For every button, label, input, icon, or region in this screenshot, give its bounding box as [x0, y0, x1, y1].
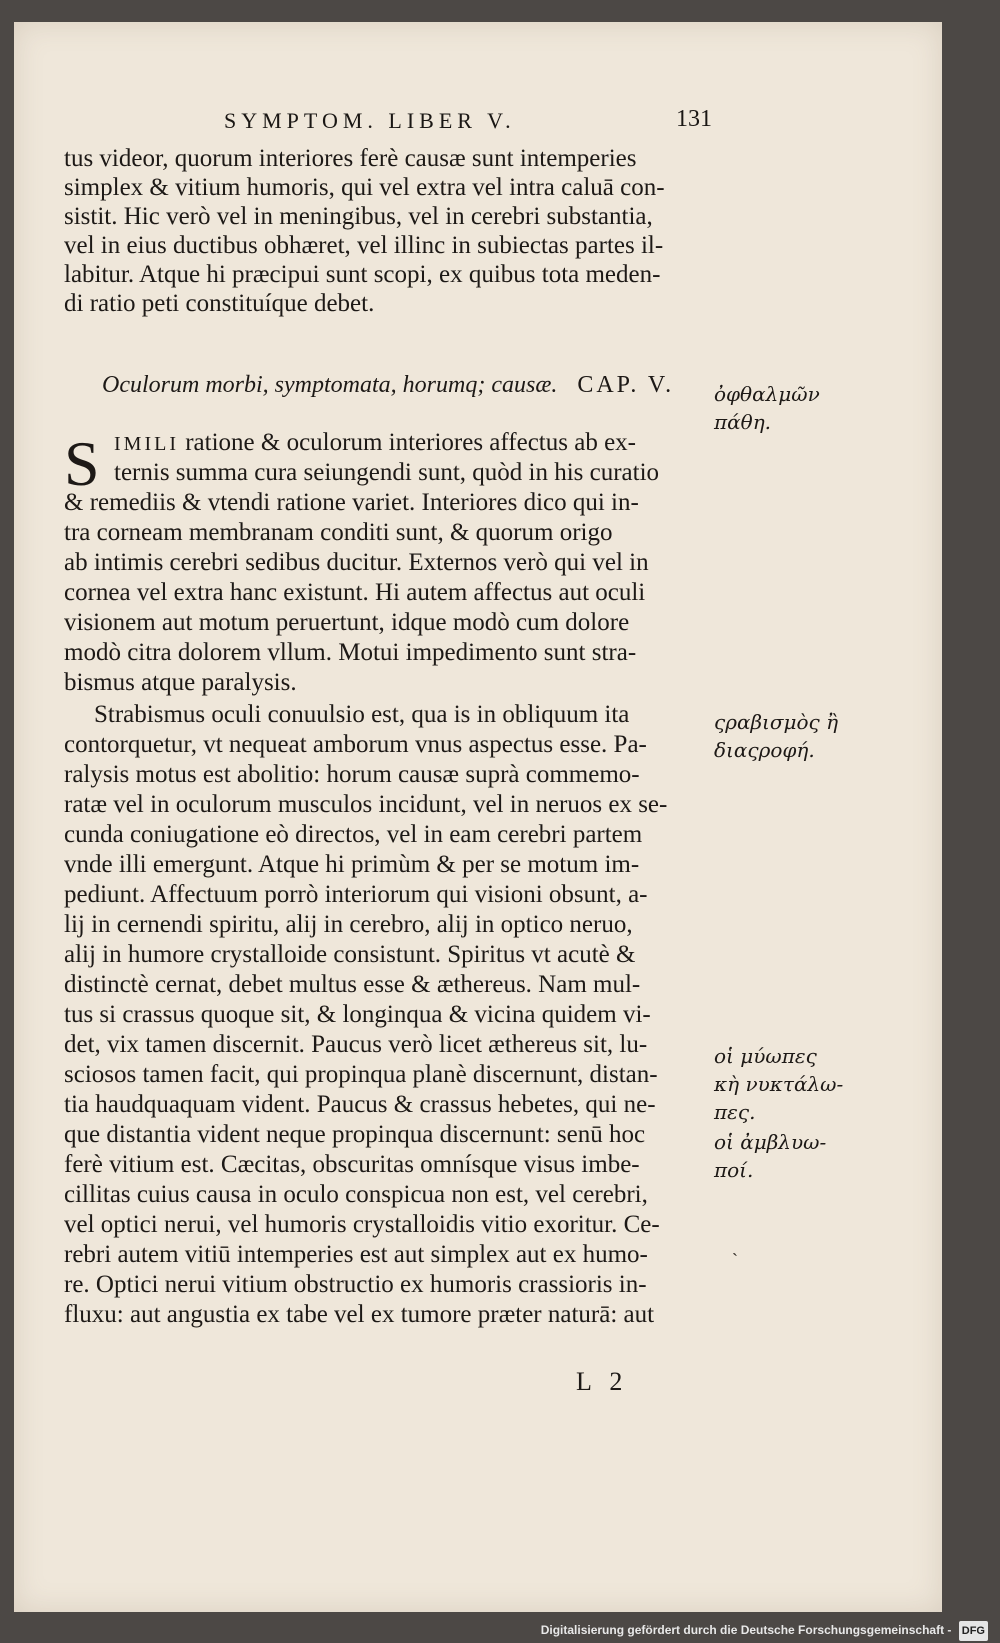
- text-line: [114, 428, 774, 459]
- text-line: ferè vitium est. Cæcitas, obscuritas omnísque visus imbe-: [64, 1151, 640, 1178]
- chapter-title: Oculorum morbi, symptomata, horumq; causæ.: [102, 372, 558, 398]
- text-line: bismus atque paralysis.: [64, 669, 297, 696]
- text-line: labitur. Atque hi præcipui sunt scopi, ex quibus tota meden-: [64, 261, 661, 288]
- text-line: vnde illi emergunt. Atque hi primùm & per se motum im-: [64, 851, 640, 878]
- text-line: cillitas cuius causa in oculo conspicua non est, vel cerebri,: [64, 1181, 648, 1208]
- text-line: vel in eius ductibus obhæret, vel illinc in subiectas partes il-: [64, 232, 664, 259]
- margin-note: πες.: [714, 1100, 756, 1124]
- text-line: Strabismus oculi conuulsio est, qua is in obliquum ita: [94, 701, 630, 728]
- text-line: contorquetur, vt nequeat amborum vnus aspectus esse. Pa-: [64, 731, 647, 758]
- margin-note: κὴ νυκτάλω-: [714, 1072, 844, 1096]
- drop-cap: S: [64, 428, 100, 499]
- text-line-content: ratione & oculorum interiores affectus ab ex-: [185, 429, 636, 456]
- text-line: modò citra dolorem vllum. Motui impedimento sunt stra-: [64, 639, 637, 666]
- margin-note: ὀφθαλμῶν: [714, 382, 820, 406]
- text-line: ralysis motus est abolitio: horum causæ suprà commemo-: [64, 761, 640, 788]
- text-line: ratæ vel in oculorum musculos incidunt, vel in neruos ex se-: [64, 791, 668, 818]
- text-line: que distantia vident neque propinqua discernunt: senū hoc: [64, 1121, 646, 1148]
- text-line: tus videor, quorum interiores ferè causæ sunt intemperies: [64, 145, 637, 172]
- text-line: sistit. Hic verò vel in meningibus, vel in cerebri substantia,: [64, 203, 653, 230]
- margin-note: πάθη.: [714, 410, 772, 434]
- text-line: ternis summa cura seiungendi sunt, quòd in his curatio: [114, 459, 660, 486]
- text-line: cornea vel extra hanc existunt. Hi autem affectus aut oculi: [64, 579, 646, 606]
- text-line: det, vix tamen discernit. Paucus verò licet æthereus sit, lu-: [64, 1031, 648, 1058]
- text-line: distinctè cernat, debet multus esse & æthereus. Nam mul-: [64, 971, 641, 998]
- text-line: sciosos tamen facit, qui propinqua planè discernunt, distan-: [64, 1061, 658, 1088]
- footer-text: Digitalisierung gefördert durch die Deutsche Forschungsgemeinschaft -: [540, 1623, 952, 1637]
- funding-footer: [541, 1620, 988, 1640]
- page-number: 131: [676, 106, 712, 132]
- text-line: fluxu: aut angustia ex tabe vel ex tumore præter naturā: aut: [64, 1301, 655, 1328]
- book-page: [14, 22, 942, 1612]
- text-line: cunda coniugatione eò directos, vel in eam cerebri partem: [64, 821, 643, 848]
- text-line: vel optici nerui, vel humoris crystalloidis vitio exoritur. Ce-: [64, 1211, 660, 1238]
- dfg-logo: DFG: [959, 1621, 988, 1641]
- text-line: lij in cernendi spiritu, alij in cerebro, alij in optico neruo,: [64, 911, 633, 938]
- margin-note: διαςροφή.: [714, 738, 815, 762]
- first-word: IMILI: [114, 433, 179, 455]
- text-line: visionem aut motum peruertunt, idque modò cum dolore: [64, 609, 630, 636]
- text-line: ab intimis cerebri sedibus ducitur. Externos verò qui vel in: [64, 549, 649, 576]
- chapter-number: CAP. V.: [577, 372, 675, 398]
- text-line: simplex & vitium humoris, qui vel extra vel intra caluā con-: [64, 174, 665, 201]
- signature-mark: L 2: [576, 1367, 629, 1396]
- text-line: alij in humore crystalloide consistunt. Spiritus vt acutè &: [64, 941, 636, 968]
- running-header: [224, 108, 744, 134]
- text-line: & remediis & vtendi ratione variet. Interiores dico qui in-: [64, 489, 639, 516]
- margin-note: ςραβισμὸς ἢ: [714, 710, 839, 734]
- margin-note: οἱ μύωπες: [714, 1044, 817, 1068]
- text-line: pediunt. Affectuum porrò interiorum qui visioni obsunt, a-: [64, 881, 648, 908]
- chapter-heading: [102, 372, 722, 399]
- text-line: tus si crassus quoque sit, & longinqua & vicina quidem vi-: [64, 1001, 651, 1028]
- text-line: re. Optici nerui vitium obstructio ex humoris crassioris in-: [64, 1271, 647, 1298]
- margin-mark: `: [732, 1250, 738, 1270]
- text-line: di ratio peti constituíque debet.: [64, 290, 375, 317]
- margin-note: ποί.: [714, 1158, 754, 1182]
- margin-note: οἱ ἀμβλυω-: [714, 1130, 827, 1154]
- text-line: tia haudquaquam vident. Paucus & crassus hebetes, qui ne-: [64, 1091, 656, 1118]
- text-line: rebri autem vitiū intemperies est aut simplex aut ex humo-: [64, 1241, 648, 1268]
- running-title: SYMPTOM. LIBER V.: [224, 108, 516, 133]
- text-line: tra corneam membranam conditi sunt, & quorum origo: [64, 519, 613, 546]
